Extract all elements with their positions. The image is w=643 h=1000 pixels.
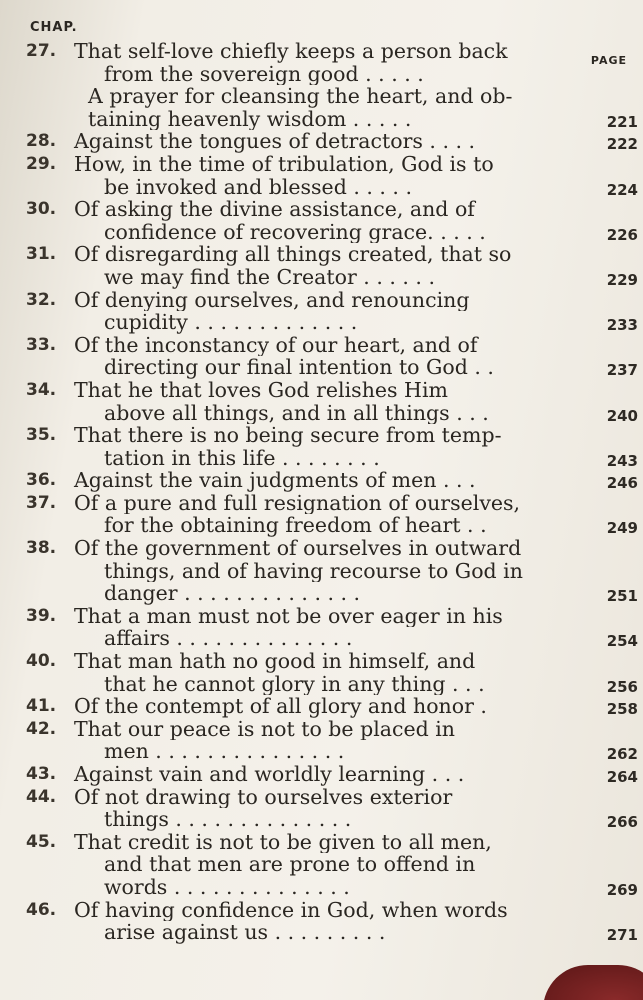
entry-number: 42. [26,718,57,739]
page-number: 251 [606,587,638,606]
entry-line: That a man must not be over eager in his [74,604,503,628]
entry-line: Of not drawing to ourselves exterior [74,785,453,809]
toc-entry [26,604,638,651]
entry-line: Of disregarding all things created, that so [74,243,512,266]
toc-entry [26,830,638,899]
entry-line: That man hath no good in himself, and [74,650,476,673]
toc-entry [26,40,596,85]
page-number: 240 [606,406,638,425]
toc-entry [26,469,638,493]
toc-entry [26,288,638,335]
entry-line: for the obtaining freedom of heart . . [104,514,487,538]
toc-entry [26,243,638,289]
entry-number: 29. [26,153,57,174]
page-number: 262 [606,745,638,764]
entry-number: 38. [26,538,57,559]
entry-line: affairs . . . . . . . . . . . . . . [104,627,353,651]
page-number: 249 [606,519,638,538]
toc-entry [26,650,638,696]
entry-line: How, in the time of tribulation, God is to [74,152,494,176]
toc-entry [26,695,638,719]
page-number: 269 [606,880,638,899]
entry-number: 36. [26,470,57,491]
toc-entry [26,898,638,945]
page-number: 222 [606,135,638,154]
entry-line: confidence of recovering grace. . . . . [104,220,486,244]
entry-line: That he that loves God relishes Him [74,378,448,402]
toc-entry [26,198,638,244]
page-number: 264 [606,768,638,786]
page-number: 237 [606,361,638,380]
entry-number: 45. [26,831,57,852]
entry-line: tation in this life . . . . . . . . [104,446,380,470]
entry-line: Against the vain judgments of men . . . [74,469,476,492]
page-number: 256 [606,677,638,696]
page-number: 224 [606,180,638,199]
page-header: PAGE [590,54,627,67]
entry-number: 31. [26,244,57,265]
entry-line: A prayer for cleansing the heart, and ob- [88,85,513,108]
entry-line: men . . . . . . . . . . . . . . . [104,740,345,763]
entry-number: 32. [26,289,57,310]
toc-entry [26,152,638,199]
entry-line: Of a pure and full resignation of ourselves, [74,491,521,515]
toc-entry [26,717,638,764]
page-number: 258 [606,700,638,719]
entry-number: 44. [26,786,57,807]
page-number: 254 [606,632,638,651]
toc-entry [26,785,638,832]
entry-line: That there is no being secure from temp- [74,424,502,447]
toc-entry [26,763,638,786]
entry-number: 30. [26,199,57,220]
entry-line: we may find the Creator . . . . . . [104,265,435,289]
entry-line: Of having confidence in God, when words [74,898,508,922]
entry-line: Of the contempt of all glory and honor . [74,695,487,718]
entry-number: 27. [26,41,57,61]
page-number: 226 [606,225,638,244]
page-number: 246 [606,474,638,493]
thumb [543,965,643,1000]
entry-line: things, and of having recourse to God in [104,559,523,583]
entry-line: above all things, and in all things . . . [104,401,489,425]
toc-entry [26,424,638,470]
entry-line: Of asking the divine assistance, and of [74,198,475,221]
entry-line: be invoked and blessed . . . . . [104,175,412,199]
toc-entry [26,130,638,154]
entry-line: That credit is not to be given to all men, [74,830,492,854]
entry-line: arise against us . . . . . . . . . [104,921,386,944]
entry-line: taining heavenly wisdom . . . . . [88,107,412,131]
page-number: 266 [606,813,638,832]
page-number: 229 [606,270,638,289]
entry-line: that he cannot glory in any thing . . . [104,672,485,696]
entry-line: That self-love chiefly keeps a person back [74,40,508,63]
entry-number: 35. [26,425,57,446]
toc-entry [26,491,638,538]
entry-number: 39. [26,605,57,626]
page-number: 271 [606,926,638,945]
entry-line: Against vain and worldly learning . . . [74,763,465,786]
entry-number: 34. [26,379,57,400]
page-number: 221 [606,112,638,131]
entry-line: That our peace is not to be placed in [74,717,455,741]
entry-line: Of denying ourselves, and renouncing [74,288,470,312]
entry-number: 37. [26,492,57,513]
entry-number: 41. [26,696,57,717]
entry-line: words . . . . . . . . . . . . . . [104,875,350,899]
entry-line: things . . . . . . . . . . . . . . [104,808,352,831]
entry-line: Against the tongues of detractors . . . . [74,130,476,153]
entry-line: and that men are prone to offend in [104,853,476,876]
entry-line: from the sovereign good . . . . . [104,62,424,86]
page-number: 243 [606,451,638,470]
toc-entry [26,537,638,606]
entry-number: 28. [26,131,57,152]
entry-number: 46. [26,899,57,920]
entry-number: 33. [26,334,57,355]
entry-line: cupidity . . . . . . . . . . . . . [104,311,358,334]
toc-entry [26,378,638,425]
entry-line: directing our final intention to God . . [104,356,494,379]
chap-header: CHAP. [30,20,78,35]
page-number: 233 [606,316,638,335]
entry-line: Of the inconstancy of our heart, and of [74,333,478,357]
toc-entry [26,333,638,380]
entry-line: danger . . . . . . . . . . . . . . [104,582,361,605]
entry-number: 43. [26,764,57,784]
entry-line: Of the government of ourselves in outward [74,537,522,560]
entry-number: 40. [26,651,57,672]
toc-entry [26,85,638,131]
